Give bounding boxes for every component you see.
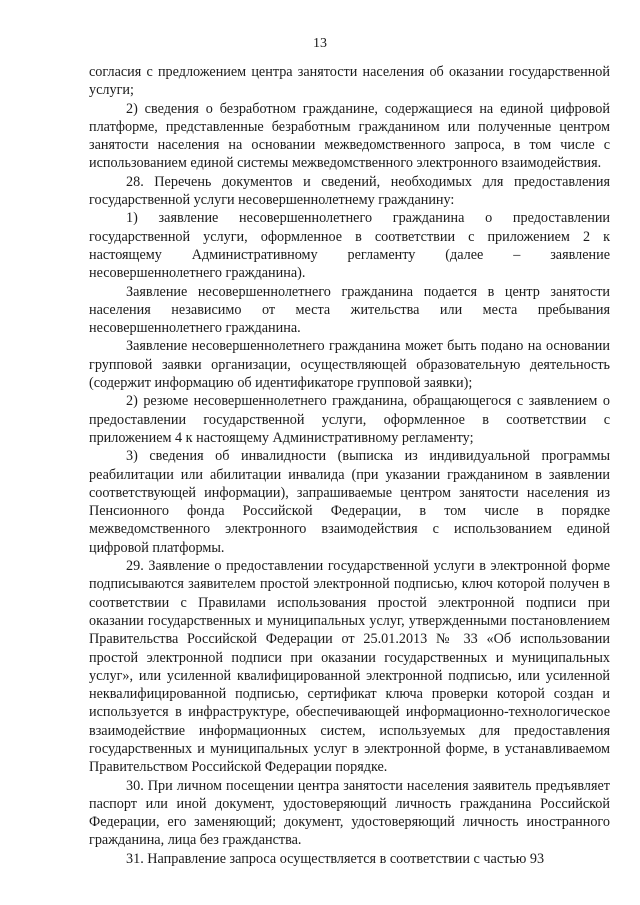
paragraph-application-submission: Заявление несовершеннолетнего гражданина подается в центр занятости населения независимо от места жительства или места пребывания несовершеннолетнего гражданина. xyxy=(89,283,610,337)
paragraph-group-application: Заявление несовершеннолетнего гражданина может быть подано на основании групповой заявки организации, осуществляющей образовательную деятельность (содержит информацию об идентификаторе групповой заявки); xyxy=(89,338,610,392)
paragraph-item-28: 28. Перечень документов и сведений, необходимых для предоставления государственной услуги несовершеннолетнему гражданину: xyxy=(89,173,610,209)
paragraph-minor-application: 1) заявление несовершеннолетнего гражданина о предоставлении государственной услуги, оформленное в соответствии с приложением 2 к настоящему Административному регламенту (далее – заявление несовершеннолетнего гражданина). xyxy=(89,210,610,282)
document-body xyxy=(89,63,610,868)
paragraph-minor-resume: 2) резюме несовершеннолетнего гражданина, обращающегося с заявлением о предоставлении государственной услуги, оформленное в соответствии с приложением 4 к настоящему Административному регламенту; xyxy=(89,393,610,446)
paragraph-disability-info: 3) сведения об инвалидности (выписка из индивидуальной программы реабилитации или абилитации инвалида (при указании гражданином в заявлении соответствующей информации), запрашиваемые центром занятости населения из Пенсионного фонда Российской Федерации, в том числе в порядке межведомственного электронного взаимодействия с использованием единой цифровой платформы. xyxy=(89,448,610,556)
page-number: 13 xyxy=(313,36,327,51)
paragraph-consent-continuation: согласия с предложением центра занятости населения об оказании государственной услуги; xyxy=(89,64,610,99)
paragraph-unemployed-info: 2) сведения о безработном гражданине, содержащиеся на единой цифровой платформе, представленные безработным гражданином или полученные центром занятости населения на основании межведомственного запроса, в том числе с использованием единой системы межведомственного электронного взаимодействия. xyxy=(89,100,610,172)
paragraph-item-30: 30. При личном посещении центра занятости населения заявитель предъявляет паспорт или иной документ, удостоверяющий личность гражданина Российской Федерации, его заменяющий; документ, удостоверяющий личность иностранного гражданина, лица без гражданства. xyxy=(89,777,610,849)
paragraph-item-29: 29. Заявление о предоставлении государственной услуги в электронной форме подписываются заявителем простой электронной подписью, ключ которой получен в соответствии с Правилами использования простой электронной подписи при оказании государственных и муниципальных услуг, утвержденными постановлением Правительства Российской Федерации от 25.01.2013 № 33 «Об использовании простой электронной подписи при оказании государственных и муниципальных услуг», или усиленной квалифицированной электронной подписью, или усиленной неквалифицированной подписью, сертификат ключа проверки которой создан и используется в инфраструктуре, обеспечивающей информационно-технологическое взаимодействие информационных систем, используемых для предоставления государственных и муниципальных услуг в электронной форме, в устанавливаемом Правительством Российской Федерации порядке. xyxy=(89,558,610,776)
paragraph-item-31: 31. Направление запроса осуществляется в соответствии с частью 93 xyxy=(126,850,545,867)
